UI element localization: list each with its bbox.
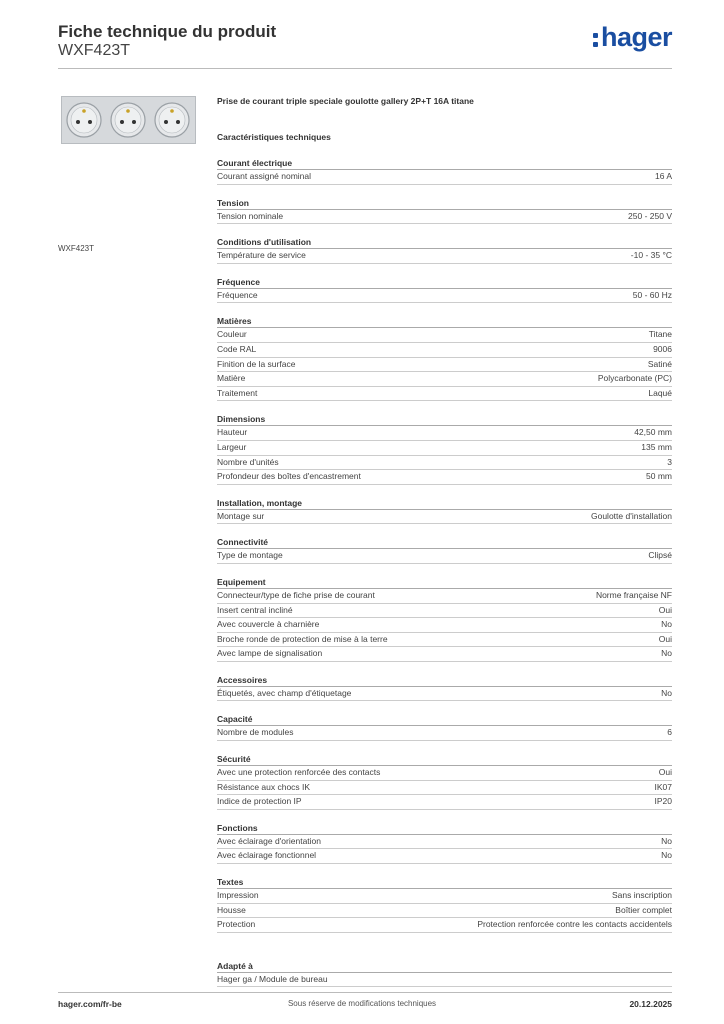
spec-row xyxy=(217,835,672,850)
spec-group xyxy=(217,158,672,185)
spec-label: Montage sur xyxy=(217,510,265,521)
spec-label: Indice de protection IP xyxy=(217,796,302,807)
spec-row xyxy=(217,889,672,904)
spec-row xyxy=(217,210,672,225)
spec-label: Broche ronde de protection de mise à la terre xyxy=(217,633,388,644)
spec-row xyxy=(217,510,672,525)
spec-value: Oui xyxy=(658,633,672,644)
spec-value: 6 xyxy=(667,727,672,738)
spec-row xyxy=(217,170,672,185)
spec-value: IK07 xyxy=(654,781,672,792)
spec-group xyxy=(217,498,672,525)
spec-groups xyxy=(217,158,672,933)
spec-label: Nombre d'unités xyxy=(217,456,279,467)
spec-row xyxy=(217,795,672,810)
spec-label: Housse xyxy=(217,904,246,915)
spec-row xyxy=(217,726,672,741)
spec-row xyxy=(217,426,672,441)
spec-value: No xyxy=(661,850,672,861)
spec-value: Goulotte d'installation xyxy=(590,510,672,521)
spec-label: Hauteur xyxy=(217,427,248,438)
spec-row xyxy=(217,328,672,343)
spec-value: 3 xyxy=(667,456,672,467)
spec-label: Code RAL xyxy=(217,343,257,354)
spec-group xyxy=(217,714,672,741)
spec-row xyxy=(217,647,672,662)
spec-value: Protection renforcée contre les contacts accidentels xyxy=(477,919,672,930)
spec-label: Protection xyxy=(217,919,256,930)
spec-value: 42,50 mm xyxy=(634,427,672,438)
spec-value: Polycarbonate (PC) xyxy=(597,373,672,384)
spec-group-title: Tension xyxy=(217,198,672,210)
logo-dots-icon xyxy=(593,33,598,47)
spec-value: No xyxy=(661,619,672,630)
spec-label: Température de service xyxy=(217,250,306,261)
spec-group-title: Conditions d'utilisation xyxy=(217,237,672,249)
spec-row xyxy=(217,849,672,864)
spec-row xyxy=(217,904,672,919)
image-caption: WXF423T xyxy=(58,244,95,253)
spec-row xyxy=(217,289,672,304)
spec-group xyxy=(217,823,672,864)
spec-value: Boîtier complet xyxy=(615,904,672,915)
spec-label: Connecteur/type de fiche prise de courant xyxy=(217,589,375,600)
spec-group-title: Capacité xyxy=(217,714,672,726)
spec-group xyxy=(217,675,672,702)
spec-row xyxy=(217,456,672,471)
spec-label: Courant assigné nominal xyxy=(217,171,312,181)
spec-row xyxy=(217,618,672,633)
spec-group-title: Courant électrique xyxy=(217,158,672,170)
spec-value: Clipsé xyxy=(648,550,672,561)
spec-row xyxy=(217,441,672,456)
spec-value: No xyxy=(661,835,672,846)
footer-divider xyxy=(58,992,672,993)
spec-row xyxy=(217,589,672,604)
spec-label: Impression xyxy=(217,890,259,901)
spec-label: Avec éclairage d'orientation xyxy=(217,835,322,846)
spec-group xyxy=(217,537,672,564)
spec-group-title: Equipement xyxy=(217,577,672,589)
page-header xyxy=(58,20,672,70)
spec-row xyxy=(217,781,672,796)
spec-group-title: Dimensions xyxy=(217,414,672,426)
spec-group xyxy=(217,877,672,933)
spec-label: Nombre de modules xyxy=(217,727,294,738)
spec-value: Satiné xyxy=(647,358,672,369)
product-image xyxy=(61,96,196,144)
spec-heading: Caractéristiques techniques xyxy=(217,132,331,142)
spec-row xyxy=(217,343,672,358)
spec-value: 16 A xyxy=(654,171,672,181)
spec-group-title: Sécurité xyxy=(217,754,672,766)
spec-row xyxy=(217,633,672,648)
spec-row xyxy=(217,470,672,485)
spec-label: Matière xyxy=(217,373,246,384)
spec-value: -10 - 35 °C xyxy=(630,250,672,261)
spec-label: Avec couvercle à charnière xyxy=(217,619,320,630)
spec-label: Avec éclairage fonctionnel xyxy=(217,850,317,861)
spec-row xyxy=(217,766,672,781)
spec-label: Profondeur des boîtes d'encastrement xyxy=(217,471,361,482)
spec-group xyxy=(217,237,672,264)
page-title: Fiche technique du produit xyxy=(58,22,277,41)
spec-group-title: Fréquence xyxy=(217,277,672,289)
spec-content xyxy=(217,96,672,987)
spec-row xyxy=(217,687,672,702)
product-description: Prise de courant triple speciale goulotte gallery 2P+T 16A titane xyxy=(217,96,474,106)
spec-label: Traitement xyxy=(217,387,258,398)
spec-label: Largeur xyxy=(217,441,247,452)
spec-value: Titane xyxy=(648,329,672,340)
spec-row xyxy=(217,372,672,387)
spec-group-title: Matières xyxy=(217,316,672,328)
product-reference: WXF423T xyxy=(58,42,131,59)
spec-value: 9006 xyxy=(653,343,672,354)
spec-label: Couleur xyxy=(217,329,247,340)
spec-value: Oui xyxy=(658,767,672,778)
spec-group-title: Installation, montage xyxy=(217,498,672,510)
spec-value: Laqué xyxy=(648,387,672,398)
spec-value: 135 mm xyxy=(641,441,672,452)
spec-label: Hager ga / Module de bureau xyxy=(217,973,328,984)
spec-label: Finition de la surface xyxy=(217,358,296,369)
spec-label: Type de montage xyxy=(217,550,283,561)
footer-website: hager.com/fr-be xyxy=(58,999,122,1009)
spec-value: 250 - 250 V xyxy=(628,210,672,221)
spec-row xyxy=(217,918,672,933)
spec-group xyxy=(217,754,672,810)
spec-label: Avec une protection renforcée des contacts xyxy=(217,767,381,778)
header-divider xyxy=(58,68,672,69)
spec-row xyxy=(217,358,672,373)
spec-value: 50 - 60 Hz xyxy=(632,289,672,300)
spec-label: Tension nominale xyxy=(217,210,284,221)
spec-group xyxy=(217,577,672,662)
spec-label: Avec lampe de signalisation xyxy=(217,648,323,659)
spec-group-title: Accessoires xyxy=(217,675,672,687)
footer-date: 20.12.2025 xyxy=(629,999,672,1009)
spec-row xyxy=(217,549,672,564)
spec-row xyxy=(217,387,672,402)
footer-notice: Sous réserve de modifications techniques xyxy=(287,999,437,1008)
socket-outlet-icon xyxy=(62,97,195,143)
spec-group xyxy=(217,414,672,484)
spec-label: Étiquetés, avec champ d'étiquetage xyxy=(217,687,352,698)
spec-value: No xyxy=(661,687,672,698)
spec-group-title: Textes xyxy=(217,877,672,889)
spec-group-title: Connectivité xyxy=(217,537,672,549)
spec-value: Norme française NF xyxy=(595,589,672,600)
logo-text: hager xyxy=(600,21,672,52)
spec-value: IP20 xyxy=(654,796,672,807)
spec-value: 50 mm xyxy=(646,471,672,482)
spec-label: Fréquence xyxy=(217,289,258,300)
spec-group xyxy=(217,277,672,304)
spec-value: No xyxy=(661,648,672,659)
spec-label: Résistance aux chocs IK xyxy=(217,781,311,792)
spec-group-title: Adapté à xyxy=(217,961,672,973)
spec-group xyxy=(217,198,672,225)
spec-group xyxy=(217,316,672,401)
spec-value: Oui xyxy=(658,604,672,615)
spec-row xyxy=(217,973,672,988)
spec-value: Sans inscription xyxy=(611,890,672,901)
spec-row xyxy=(217,604,672,619)
spec-label: Insert central incliné xyxy=(217,604,293,615)
spec-group-adapted xyxy=(217,961,672,988)
hager-logo xyxy=(593,20,672,54)
spec-row xyxy=(217,249,672,264)
spec-group-title: Fonctions xyxy=(217,823,672,835)
